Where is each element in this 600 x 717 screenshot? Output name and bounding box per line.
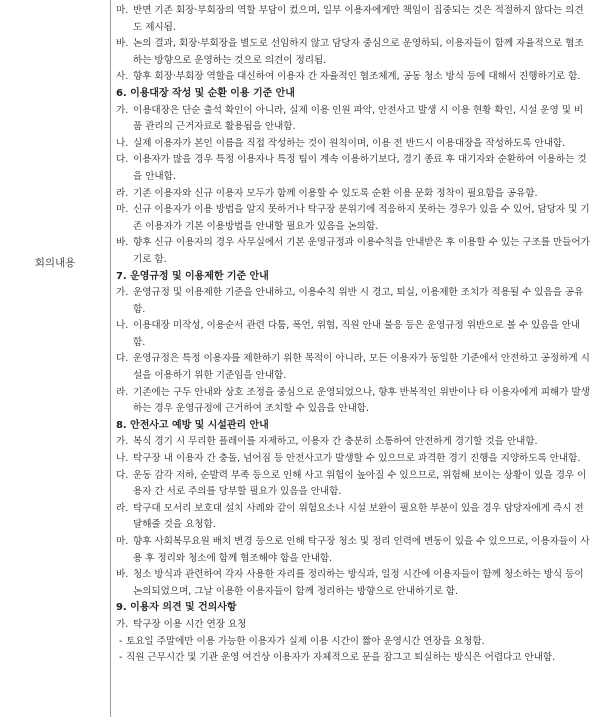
item-text: 운동 감각 저하, 순발력 부족 등으로 인해 사고 위험이 높아질 수 있으므로, 위험해 보이는 상황이 있을 경우 이용자 간 서로 주의를 당부할 필요가 있음을 안내함.: [133, 469, 587, 498]
list-item: [116, 235, 592, 268]
section-heading: [116, 269, 592, 286]
list-item: [116, 385, 592, 418]
list-item: [116, 501, 592, 534]
item-text: 복식 경기 시 무리한 플레이를 자제하고, 이용자 간 충분히 소통하여 안전하게 경기할 것을 안내함.: [133, 436, 538, 448]
list-item: [116, 617, 592, 634]
item-marker: 나.: [116, 453, 129, 465]
item-text: 기존에는 구두 안내와 상호 조정을 중심으로 운영되었으나, 향후 반복적인 위반이나 타 이용자에게 피해가 발생하는 경우 운영규정에 근거하여 조치할 수 있음을 안내함.: [133, 386, 590, 415]
item-text: 논의 결과, 회장·부회장을 별도로 선임하지 않고 담당자 중심으로 운영하되, 이용자들이 함께 자율적으로 협조하는 방향으로 운영하는 것으로 의견이 정리됨.: [133, 38, 584, 66]
list-item: [116, 136, 592, 153]
item-text: 기존 이용자와 신규 이용자 모두가 함께 이용할 수 있도록 순환 이용 문화 정착이 필요함을 공유함.: [133, 187, 538, 199]
item-marker: 바.: [116, 569, 129, 581]
list-item: [116, 3, 592, 36]
item-marker: -: [119, 635, 123, 647]
sub-item: [116, 650, 592, 667]
sub-item: [116, 634, 592, 651]
item-text: 운영규정 및 이용제한 기준을 안내하고, 이용수칙 위반 시 경고, 퇴실, 이용제한 조치가 적용될 수 있음을 공유함.: [133, 287, 584, 315]
item-text: 이용대장 미작성, 이용순서 관련 다툼, 폭언, 위협, 직원 안내 불응 등은 운영규정 위반으로 볼 수 있음을 안내함.: [133, 320, 581, 348]
item-marker: 다.: [116, 154, 129, 166]
list-item: [116, 318, 592, 351]
item-text: 향후 사회복무요원 배치 변경 등으로 인해 탁구장 청소 및 정리 인력에 변동이 있을 수 있으므로, 이용자들이 사용 후 정리와 청소에 함께 협조해야 함을 안내함.: [133, 536, 590, 564]
item-marker: 가.: [116, 104, 129, 116]
item-marker: 가.: [116, 287, 129, 299]
item-marker: 나.: [116, 137, 129, 149]
list-item: [116, 152, 592, 185]
item-marker: 바.: [116, 38, 129, 50]
item-marker: 가.: [116, 436, 129, 448]
list-item: [116, 434, 592, 451]
item-text: 반면 기존 회장·부회장의 역할 부담이 컸으며, 일부 이용자에게만 책임이 집중되는 것은 적절하지 않다는 의견도 제시됨.: [133, 5, 584, 33]
section-heading: [116, 86, 592, 103]
item-marker: 바.: [116, 237, 129, 249]
item-marker: 다.: [116, 469, 129, 481]
column-divider: [110, 0, 111, 717]
list-item: [116, 351, 592, 384]
item-text: 향후 회장·부회장 역할을 대신하여 이용자 간 자율적인 협조체계, 공동 청소 방식 등에 대해서 진행하기로 함.: [133, 71, 581, 83]
list-item: [116, 534, 592, 567]
item-text: 탁구장 내 이용자 간 충돌, 넘어짐 등 안전사고가 발생할 수 있으므로 과격한 경기 진행을 지양하도록 안내함.: [133, 453, 581, 465]
item-text: 신규 이용자가 이용 방법을 알지 못하거나 탁구장 분위기에 적응하지 못하는 경우가 있을 수 있어, 담당자 및 기존 이용자가 기본 이용방법을 안내할 필요가 있음을 논의함.: [133, 204, 590, 232]
list-item: [116, 186, 592, 203]
item-marker: 다.: [116, 353, 129, 365]
item-text: 토요일 주말에만 이용 가능한 이용자가 실제 이용 시간이 짧아 운영시간 연장을 요청함.: [126, 635, 485, 647]
list-item: [116, 451, 592, 468]
item-marker: 가.: [116, 618, 129, 630]
item-text: 운영규정은 특정 이용자를 제한하기 위한 목적이 아니라, 모든 이용자가 동일한 기준에서 안전하고 공정하게 시설을 이용하기 위한 기준임을 안내함.: [133, 353, 590, 382]
list-item: [116, 103, 592, 136]
section-heading-text: 7. 운영규정 및 이용제한 기준 안내: [116, 270, 269, 282]
section-heading-text: 8. 안전사고 예방 및 시설관리 안내: [116, 419, 269, 431]
list-item: [116, 468, 592, 501]
item-text: 이용대장은 단순 출석 확인이 아니라, 실제 이용 인원 파악, 안전사고 발생 시 이용 현황 확인, 시설 운영 및 비품 관리의 근거자료로 활용됨을 안내함.: [133, 104, 584, 133]
item-marker: -: [119, 652, 123, 664]
meeting-content-label: 회의내용: [34, 257, 76, 269]
item-text: 직원 근무시간 및 기관 운영 여건상 이용자가 자체적으로 문을 잠그고 퇴실하는 방식은 어렵다고 안내함.: [126, 652, 556, 664]
section-heading: [116, 600, 592, 617]
section-heading-text: 6. 이용대장 작성 및 순환 이용 기준 안내: [116, 87, 295, 99]
list-item: [116, 69, 592, 86]
meeting-content: [116, 3, 592, 667]
item-marker: 마.: [116, 536, 129, 547]
item-text: 청소 방식과 관련하여 각자 사용한 자리를 정리하는 방식과, 일정 시간에 이용자들이 함께 청소하는 방식 등이 논의되었으며, 그날 이용한 이용자들이 함께 정리하는 방향으로 안내하기로 함.: [133, 569, 584, 597]
item-text: 실제 이용자가 본인 이름을 직접 작성하는 것이 원칙이며, 이용 전 반드시 이용대장을 작성하도록 안내함.: [133, 137, 566, 149]
item-marker: 마.: [116, 5, 129, 16]
item-text: 향후 신규 이용자의 경우 사무실에서 기본 운영규정과 이용수칙을 안내받은 후 이용할 수 있는 구조를 만들어가기로 함.: [133, 237, 590, 265]
item-marker: 라.: [116, 386, 129, 398]
item-marker: 나.: [116, 320, 129, 332]
section-heading: [116, 418, 592, 435]
item-marker: 라.: [116, 187, 129, 199]
list-item: [116, 202, 592, 235]
section-heading-text: 9. 이용자 의견 및 건의사항: [116, 602, 237, 614]
item-text: 탁구대 모서리 보호대 설치 사례와 같이 위험요소나 시설 보완이 필요한 부분이 있을 경우 담당자에게 즉시 전달해줄 것을 요청함.: [133, 502, 584, 531]
list-item: [116, 36, 592, 69]
item-marker: 사.: [116, 71, 129, 83]
list-item: [116, 285, 592, 318]
item-marker: 마.: [116, 204, 129, 216]
item-marker: 라.: [116, 502, 129, 514]
item-text: 탁구장 이용 시간 연장 요청: [133, 618, 247, 630]
list-item: [116, 567, 592, 600]
item-text: 이용자가 많을 경우 특정 이용자나 특정 팀이 계속 이용하기보다, 경기 종료 후 대기자와 순환하여 이용하는 것을 안내함.: [133, 154, 587, 182]
